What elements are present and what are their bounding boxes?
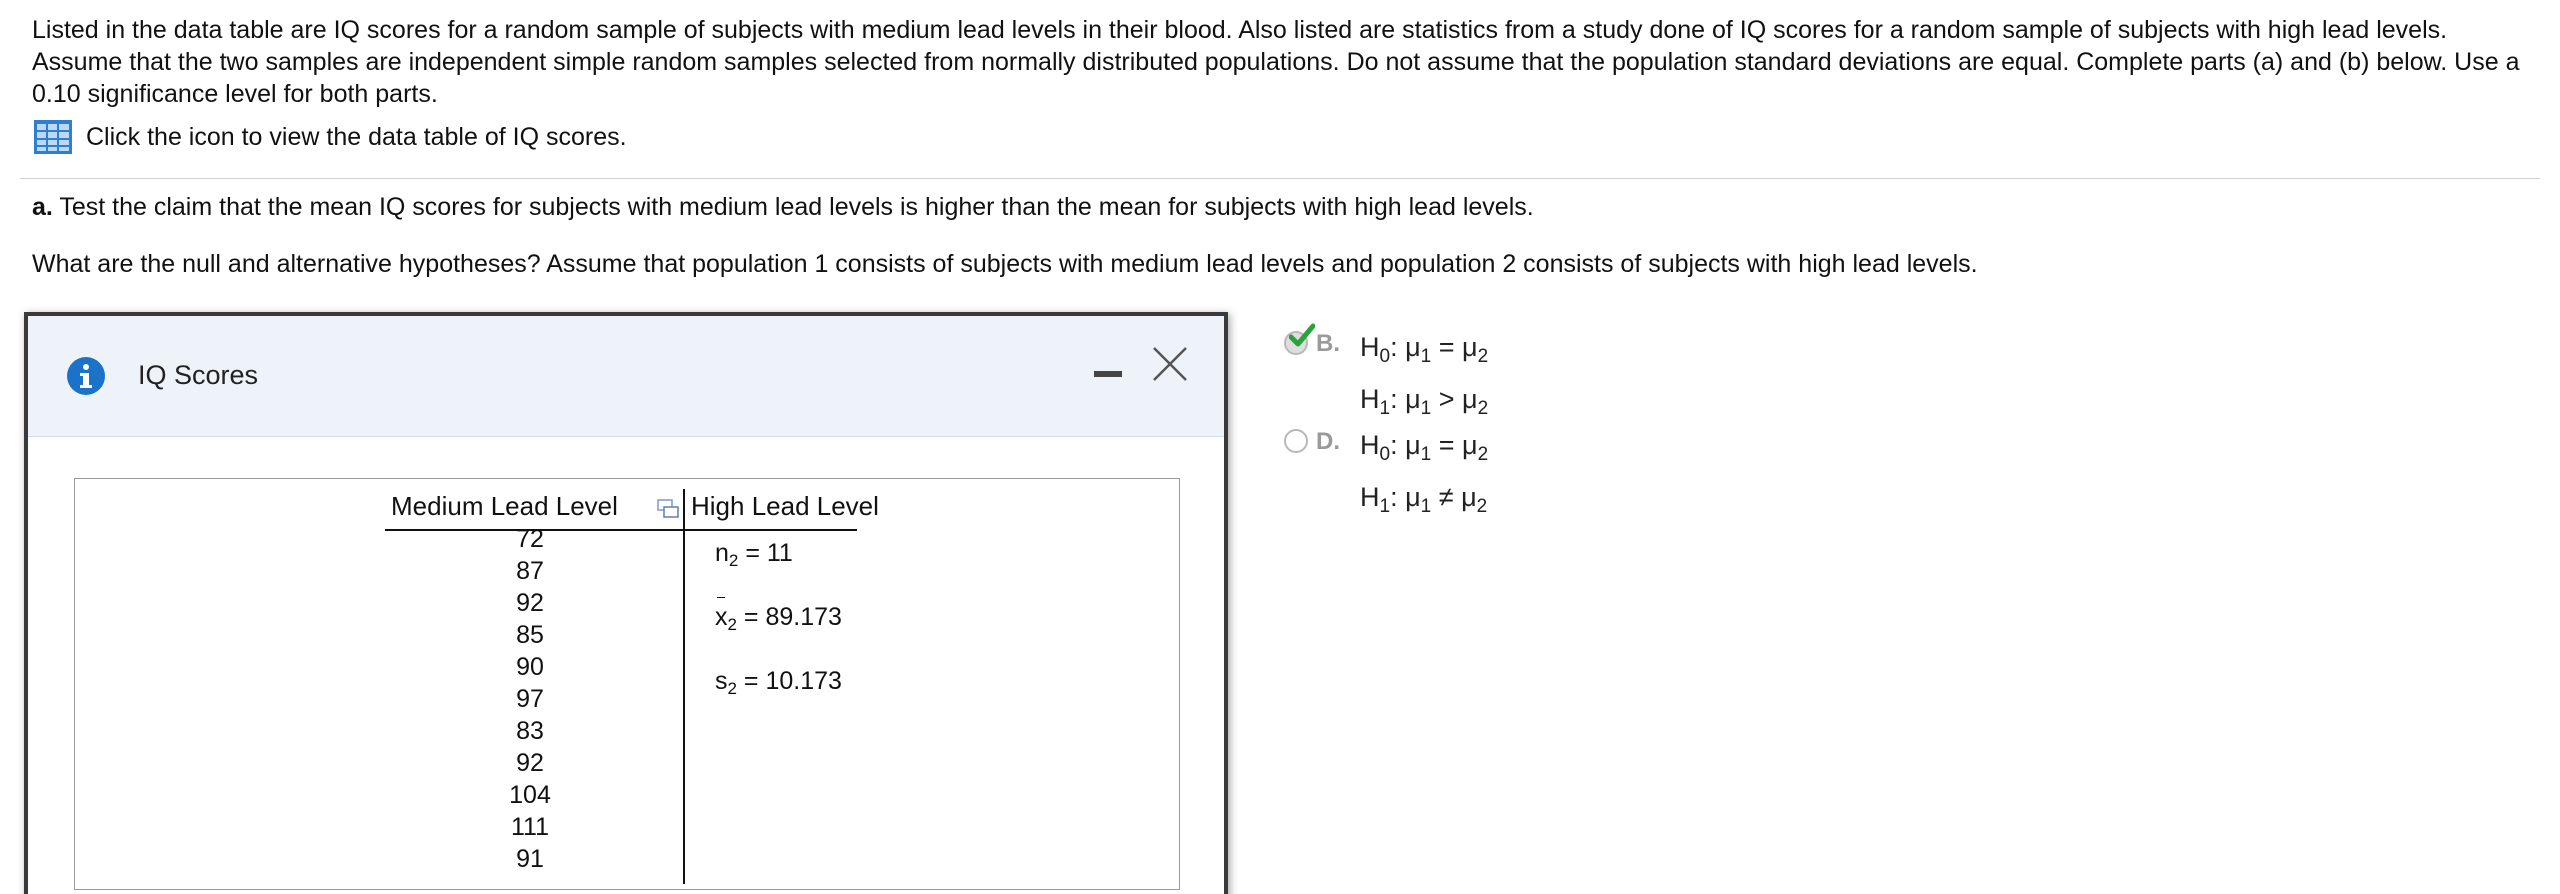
iq-data-table <box>74 478 1180 890</box>
option-d-null: $H_0$: $\mu_1 = \mu_2$ <box>1360 430 1489 465</box>
table-cell: 83 <box>516 717 544 745</box>
dialog-header <box>28 316 1224 437</box>
intro-text: Listed in the data table are IQ scores for a random sample of subjects with medium lead levels in their blood. Also listed are statistics from a study done of IQ scores for a random sample of subjects with high lead levels. Assume that the two samples are independent simple random samples selected from normally distributed populations. Do not assume that the population standard deviations are equal. Complete parts (a) and (b) below. Use a 0.10 significance level for both parts. <box>32 16 2520 108</box>
column-header-medium: Medium Lead Level <box>391 491 618 521</box>
option-d-alternative: $H_1$: $\mu_1 \ne \mu_2$ <box>1360 482 1488 517</box>
option-b-radio[interactable] <box>1284 331 1308 355</box>
table-cell: 90 <box>516 653 544 681</box>
option-d-radio[interactable] <box>1284 429 1308 453</box>
dialog-title: IQ Scores <box>138 360 259 390</box>
data-table-icon[interactable] <box>34 120 72 154</box>
copy-to-clipboard-icon[interactable] <box>657 499 679 519</box>
stat-s2: $s_2 = 10.173$ <box>715 667 842 698</box>
option-b-null: $H_0$: $\mu_1 = \mu_2$ <box>1360 332 1489 367</box>
column-header-high: High Lead Level <box>691 491 879 521</box>
table-cell: 72 <box>516 525 544 553</box>
medium-lead-values <box>465 523 595 875</box>
minimize-icon <box>1094 371 1122 377</box>
minimize-button[interactable] <box>1094 368 1122 380</box>
option-b-hypotheses <box>1360 326 1488 430</box>
close-icon[interactable] <box>1150 344 1190 384</box>
data-table-link-text[interactable]: Click the icon to view the data table of IQ scores. <box>86 122 627 151</box>
option-b[interactable] <box>1284 326 1488 430</box>
option-b-alternative: $H_1$: $\mu_1 > \mu_2$ <box>1360 384 1489 419</box>
checkmark-icon <box>1289 323 1315 349</box>
option-d-hypotheses <box>1360 424 1488 528</box>
part-a-prompt <box>32 193 1534 222</box>
part-a-text: Test the claim that the mean IQ scores for subjects with medium lead levels is higher than the mean for subjects with high lead levels. <box>59 193 1534 221</box>
iq-scores-dialog <box>24 312 1228 894</box>
table-cell: 104 <box>509 781 551 809</box>
table-cell: 97 <box>516 685 544 713</box>
table-cell: 111 <box>510 813 549 841</box>
table-cell: 85 <box>516 621 544 649</box>
table-cell: 87 <box>516 557 544 585</box>
section-divider <box>20 178 2540 179</box>
info-icon <box>66 356 106 396</box>
option-d-letter: D. <box>1316 428 1340 455</box>
hypotheses-question: What are the null and alternative hypotheses? Assume that population 1 consists of subjects with medium lead levels and population 2 consists of subjects with high lead levels. <box>32 250 1978 278</box>
stat-n2: $n_2 = 11$ <box>715 539 793 570</box>
header-underline <box>385 529 857 531</box>
table-cell: 92 <box>516 749 544 777</box>
option-d[interactable] <box>1284 424 1488 528</box>
part-a-label: a. <box>32 193 53 221</box>
table-cell: 92 <box>516 589 544 617</box>
data-table-link[interactable] <box>34 118 627 156</box>
stat-xbar2: $x_2 = 89.173$ <box>715 603 842 634</box>
option-b-letter: B. <box>1316 330 1340 357</box>
column-divider <box>683 489 685 884</box>
table-cell: 91 <box>516 845 544 873</box>
